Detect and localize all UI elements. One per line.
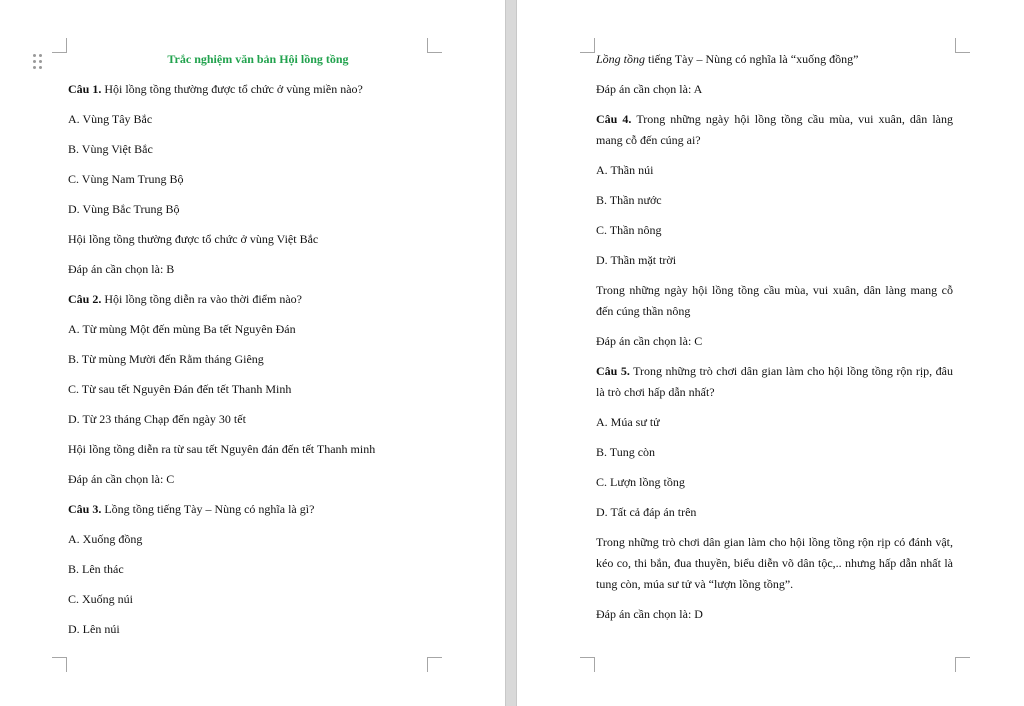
- q1-option-c: C. Vùng Nam Trung Bộ: [68, 172, 184, 186]
- q2-option-b: B. Từ mùng Mười đến Rằm tháng Giêng: [68, 352, 264, 366]
- question-1: Câu 1. Hội lồng tồng thường được tổ chức ở vùng miền nào?: [68, 82, 363, 96]
- q5-option-b: B. Tung còn: [596, 445, 656, 459]
- q4-option-d: D. Thần mặt trời: [596, 253, 677, 267]
- page-right-content[interactable]: [596, 49, 953, 634]
- q5-answer: Đáp án cần chọn là: D: [596, 607, 703, 621]
- q4-option-c: C. Thần nông: [596, 223, 662, 237]
- q4-option-a: A. Thần núi: [596, 163, 654, 177]
- crop-mark-bottom-right: [955, 657, 970, 672]
- q3-option-c: C. Xuống núi: [68, 592, 134, 606]
- q2-option-a: A. Từ mùng Một đến mùng Ba tết Nguyên Đán: [68, 322, 296, 336]
- q3-answer: Đáp án cần chọn là: A: [596, 82, 703, 96]
- crop-mark-bottom-left: [52, 657, 67, 672]
- page-left-content[interactable]: [68, 49, 448, 649]
- q5-explanation: Trong những trò chơi dân gian làm cho hội lồng tồng rộn rịp có đánh vật, kéo co, thi bắn, đua thuyền, biểu diễn võ dân tộc,.. nhưng hấp dẫn nhất là tung còn, múa sư tử và “lượn lồng tồng”.: [596, 535, 953, 591]
- crop-mark-top-right: [955, 38, 970, 53]
- q2-option-d: D. Từ 23 tháng Chạp đến ngày 30 tết: [68, 412, 246, 426]
- q2-option-c: C. Từ sau tết Nguyên Đán đến tết Thanh Minh: [68, 382, 292, 396]
- question-4: Câu 4. Trong những ngày hội lồng tồng cầu mùa, vui xuân, dân làng mang cỗ đến cúng ai?: [596, 112, 953, 147]
- q4-option-b: B. Thần nước: [596, 193, 662, 207]
- q5-option-d: D. Tất cả đáp án trên: [596, 505, 697, 519]
- crop-mark-top-left: [580, 38, 595, 53]
- crop-mark-top-left: [52, 38, 67, 53]
- q5-option-c: C. Lượn lồng tồng: [596, 475, 685, 489]
- document-page-left: [0, 0, 505, 706]
- q1-option-b: B. Vùng Việt Bắc: [68, 142, 153, 156]
- crop-mark-bottom-right: [427, 657, 442, 672]
- q4-explanation: Trong những ngày hội lồng tồng cầu mùa, vui xuân, dân làng mang cỗ đến cúng thần nông: [596, 283, 953, 318]
- question-3: Câu 3. Lồng tồng tiếng Tày – Nùng có nghĩa là gì?: [68, 502, 315, 516]
- q3-option-d: D. Lên núi: [68, 622, 120, 636]
- q2-explanation: Hội lồng tồng diễn ra từ sau tết Nguyên đán đến tết Thanh minh: [68, 442, 376, 456]
- q1-answer: Đáp án cần chọn là: B: [68, 262, 175, 276]
- q1-explanation: Hội lồng tồng thường được tổ chức ở vùng Việt Bắc: [68, 232, 319, 246]
- table-move-handle-icon[interactable]: [33, 54, 43, 70]
- question-5: Câu 5. Trong những trò chơi dân gian làm cho hội lồng tồng rộn rịp, đâu là trò chơi hấp dẫn nhất?: [596, 364, 953, 399]
- crop-mark-bottom-left: [580, 657, 595, 672]
- q2-answer: Đáp án cần chọn là: C: [68, 472, 175, 486]
- q1-option-d: D. Vùng Bắc Trung Bộ: [68, 202, 180, 216]
- q5-option-a: A. Múa sư tử: [596, 415, 660, 429]
- page-gap: [505, 0, 517, 706]
- document-title: Trắc nghiệm văn bản Hội lồng tồng: [167, 52, 349, 66]
- document-page-right: [517, 0, 1024, 706]
- q3-option-b: B. Lên thác: [68, 562, 124, 576]
- q3-option-a: A. Xuống đồng: [68, 532, 143, 546]
- question-2: Câu 2. Hội lồng tồng diễn ra vào thời điểm nào?: [68, 292, 302, 306]
- q4-answer: Đáp án cần chọn là: C: [596, 334, 703, 348]
- q1-option-a: A. Vùng Tây Bắc: [68, 112, 153, 126]
- q3-explanation: Lồng tồng tiếng Tày – Nùng có nghĩa là “xuống đồng”: [596, 52, 859, 66]
